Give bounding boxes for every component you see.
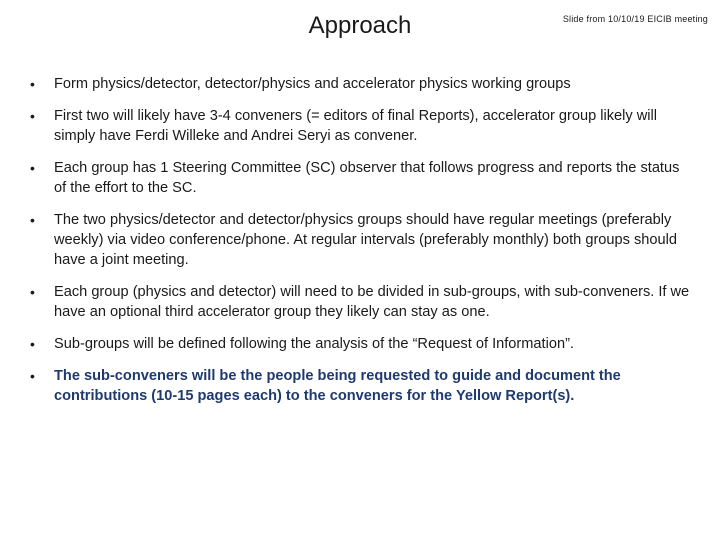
bullet-text: The sub-conveners will be the people being requested to guide and document the contributions (10-15 pages each) to the conveners for the Yellow Report(s).	[54, 368, 621, 404]
bullet-dot: •	[30, 160, 35, 176]
bullet-list	[30, 74, 690, 418]
bullet-dot: •	[30, 368, 35, 384]
bullet-dot: •	[30, 336, 35, 352]
source-note: Slide from 10/10/19 EICIB meeting	[562, 14, 708, 24]
bullet-item	[30, 74, 690, 94]
bullet-text: Form physics/detector, detector/physics and accelerator physics working groups	[54, 76, 571, 92]
bullet-text: Sub-groups will be defined following the analysis of the “Request of Information”.	[54, 336, 574, 352]
bullet-dot: •	[30, 108, 35, 124]
bullet-dot: •	[30, 284, 35, 300]
bullet-item-highlighted	[30, 366, 690, 406]
bullet-item	[30, 158, 690, 198]
bullet-dot: •	[30, 212, 35, 228]
bullet-item	[30, 334, 690, 354]
bullet-text: First two will likely have 3-4 conveners (= editors of final Reports), accelerator group likely will simply have Ferdi Willeke and Andrei Seryi as convener.	[54, 108, 658, 144]
bullet-item	[30, 106, 690, 146]
bullet-dot: •	[30, 76, 35, 92]
bullet-item	[30, 282, 690, 322]
bullet-text: Each group (physics and detector) will need to be divided in sub-groups, with sub-conveners. If we have an optional third accelerator group they likely can stay as one.	[54, 284, 690, 320]
bullet-item	[30, 210, 690, 270]
slide-title: Approach	[308, 12, 412, 39]
bullet-text: Each group has 1 Steering Committee (SC) observer that follows progress and reports the status of the effort to the SC.	[54, 160, 680, 196]
bullet-text: The two physics/detector and detector/physics groups should have regular meetings (preferably weekly) via video conference/phone. At regular intervals (preferably monthly) both groups should have a joint meeting.	[54, 212, 678, 268]
